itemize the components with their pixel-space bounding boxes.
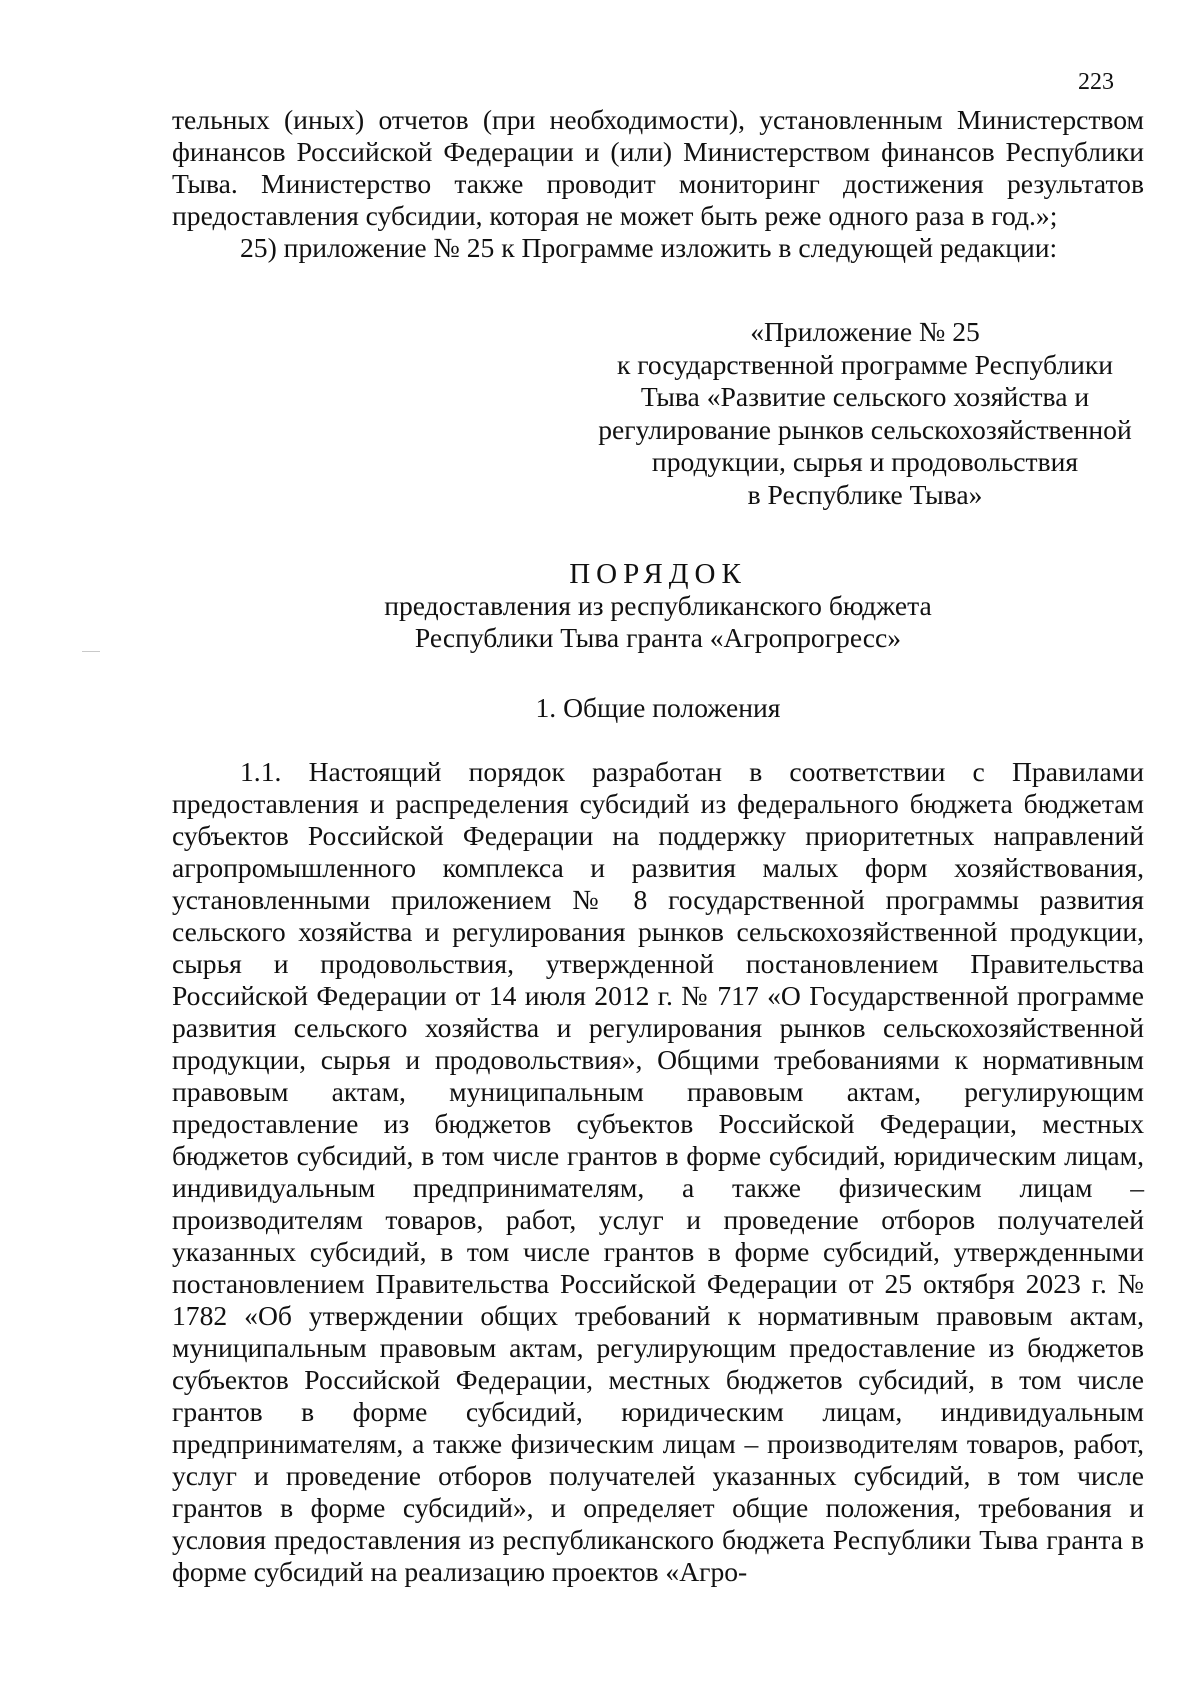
document-title-block <box>172 558 1144 654</box>
document-subtitle-line: предоставления из республиканского бюджета <box>384 590 932 621</box>
appendix-line: к государственной программе Республики <box>616 348 1114 380</box>
amendment-line: 25) приложение № 25 к Программе изложить в следующей редакции: <box>240 232 1058 263</box>
margin-scan-mark <box>82 651 100 652</box>
appendix-line: в Республике Тыва» <box>747 478 983 510</box>
intro-text-block <box>172 104 1144 264</box>
appendix-line: «Приложение № 25 <box>750 316 980 347</box>
appendix-line: Тыва «Развитие сельского хозяйства и <box>640 381 1090 412</box>
appendix-line: регулирование рынков сельскохозяйственной <box>598 413 1132 445</box>
document-title: ПОРЯДОК <box>569 558 747 590</box>
appendix-header <box>580 316 1150 511</box>
section-heading: 1. Общие положения <box>535 692 781 723</box>
section-paragraph: 1.1. Настоящий порядок разработан в соответствии с Правилами предоставления и распределения субсидий из федерального бюджета бюджетам субъектов Российской Федерации на поддержку приоритетных направлений агропромышленного комплекса и развития малых форм хозяйствования, установленными приложением № 8 государственной программы развития сельского хозяйства и регулирования рынков сельскохозяйственной продукции, сырья и продовольствия, утвержденной постановлением Правительства Российской Федерации от 14 июля 2012 г. № 717 «О Государственной программе развития сельского хозяйства и регулирования рынков сельскохозяйственной продукции, сырья и продовольствия», Общими требованиями к нормативным правовым актам, муниципальным правовым актам, регулирующим предоставление из бюджетов субъектов Российской Федерации, местных бюджетов субсидий, в том числе грантов в форме субсидий, юридическим лицам, индивидуальным предпринимателям, а также физическим лицам – производителям товаров, работ, услуг и проведение отборов получателей указанных субсидий, в том числе грантов в форме субсидий, утвержденными постановлением Правительства Российской Федерации от 25 октября 2023 г. № 1782 «Об утверждении общих требований к нормативным правовым актам, муниципальным правовым актам, регулирующим предоставление из бюджетов субъектов Российской Федерации, местных бюджетов субсидий, в том числе грантов в форме субсидий, юридическим лицам, индивидуальным предпринимателям, а также физическим лицам – производителям товаров, работ, услуг и проведение отборов получателей указанных субсидий, в том числе грантов в форме субсидий», и определяет общие положения, требования и условия предоставления из республиканского бюджета Республики Тыва гранта в форме субсидий на реализацию проектов «Агро- <box>172 756 1144 1587</box>
page-number: 223 <box>1078 69 1114 95</box>
appendix-line: продукции, сырья и продовольствия <box>651 446 1079 477</box>
document-subtitle-line: Республики Тыва гранта «Агропрогресс» <box>414 622 902 653</box>
intro-paragraph: тельных (иных) отчетов (при необходимости), установленным Министерством финансов Российской Федерации и (или) Министерством финансов Республики Тыва. Министерство также проводит мониторинг достижения результатов предоставления субсидии, которая не может быть реже одного раза в год.»; <box>172 104 1144 231</box>
section-text-block <box>172 756 1144 1588</box>
